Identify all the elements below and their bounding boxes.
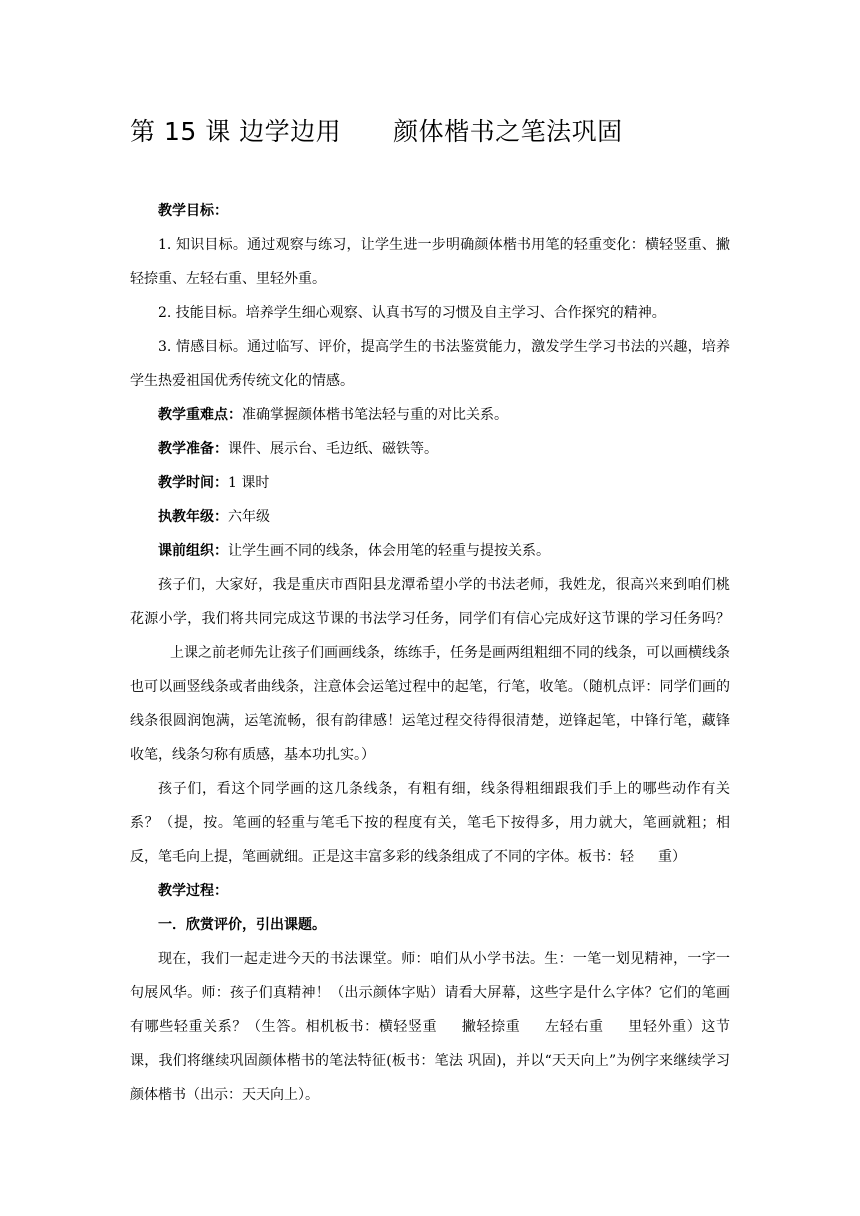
- preparation: [130, 432, 730, 466]
- objectives-heading: 教学目标：: [158, 203, 228, 219]
- section-1-heading: 一．欣赏评价，引出课题。: [158, 917, 326, 933]
- objective-emotion: 3. 情感目标。通过临写、评价，提高学生的书法鉴赏能力，激发学生学习书法的兴趣，培养学生热爱祖国优秀传统文化的情感。: [130, 339, 730, 389]
- paragraph-appreciation: 现在，我们一起走进今天的书法课堂。师：咱们从小学书法。生：一笔一划见精神，一字一句展风华。师：孩子们真精神！（出示颜体字贴）请看大屏幕，这些字是什么字体？它们的笔画有哪些轻重关系？（生答。相机板书：横轻竖重 撇轻捺重 左轻右重 里轻外重）这节课，我们将继续巩固颜体楷书的笔法特征(板书：笔法 巩固)，并以“天天向上”为例字来继续学习颜体楷书（出示：天天向上）。: [130, 951, 731, 1103]
- title-topic: 颜体楷书之笔法巩固: [393, 117, 623, 146]
- time-value: 1 课时: [228, 475, 270, 491]
- paragraph-intro: 孩子们，大家好，我是重庆市酉阳县龙潭希望小学的书法老师，我姓龙，很高兴来到咱们桃花源小学，我们将共同完成这节课的书法学习任务，同学们有信心完成好这节课的学习任务吗？上课之前老师先让孩子们画画线条，练练手，任务是画两组粗细不同的线条，可以画横线条也可以画竖线条或者曲线条，注意体会运笔过程中的起笔，行笔，收笔。（随机点评：同学们画的线条很圆润饱满，运笔流畅，很有韵律感！运笔过程交待得很清楚，逆锋起笔，中锋行笔，藏锋收笔，线条匀称有质感，基本功扎实。）: [130, 577, 730, 763]
- page-title: [130, 112, 623, 148]
- teaching-grade: [130, 500, 730, 534]
- pre-class-value: 让学生画不同的线条，体会用笔的轻重与提按关系。: [228, 543, 550, 559]
- title-lesson: 第 15 课 边学边用: [130, 117, 342, 146]
- teaching-time: [130, 466, 730, 500]
- paragraph-lines: 孩子们，看这个同学画的这几条线条，有粗有细，线条得粗细跟我们手上的哪些动作有关系？（提，按。笔画的轻重与笔毛下按的程度有关，笔毛下按得多，用力就大，笔画就粗；相反，笔毛向上提，笔画就细。正是这丰富多彩的线条组成了不同的字体。板书：轻 重）: [130, 781, 730, 865]
- document-body: [130, 194, 730, 1112]
- key-points-label: 教学重难点：: [158, 407, 242, 423]
- process-heading: 教学过程：: [158, 883, 228, 899]
- preparation-label: 教学准备：: [158, 441, 228, 457]
- objective-knowledge: 1. 知识目标。通过观察与练习，让学生进一步明确颜体楷书用笔的轻重变化：横轻竖重、撇轻捺重、左轻右重、里轻外重。: [130, 237, 730, 287]
- preparation-value: 课件、展示台、毛边纸、磁铁等。: [228, 441, 438, 457]
- objective-skill: 2. 技能目标。培养学生细心观察、认真书写的习惯及自主学习、合作探究的精神。: [158, 305, 666, 321]
- grade-value: 六年级: [228, 509, 270, 525]
- grade-label: 执教年级：: [158, 509, 228, 525]
- pre-class-organization: [130, 534, 730, 568]
- key-points: [130, 398, 730, 432]
- time-label: 教学时间：: [158, 475, 228, 491]
- key-points-value: 准确掌握颜体楷书笔法轻与重的对比关系。: [242, 407, 508, 423]
- pre-class-label: 课前组织：: [158, 543, 228, 559]
